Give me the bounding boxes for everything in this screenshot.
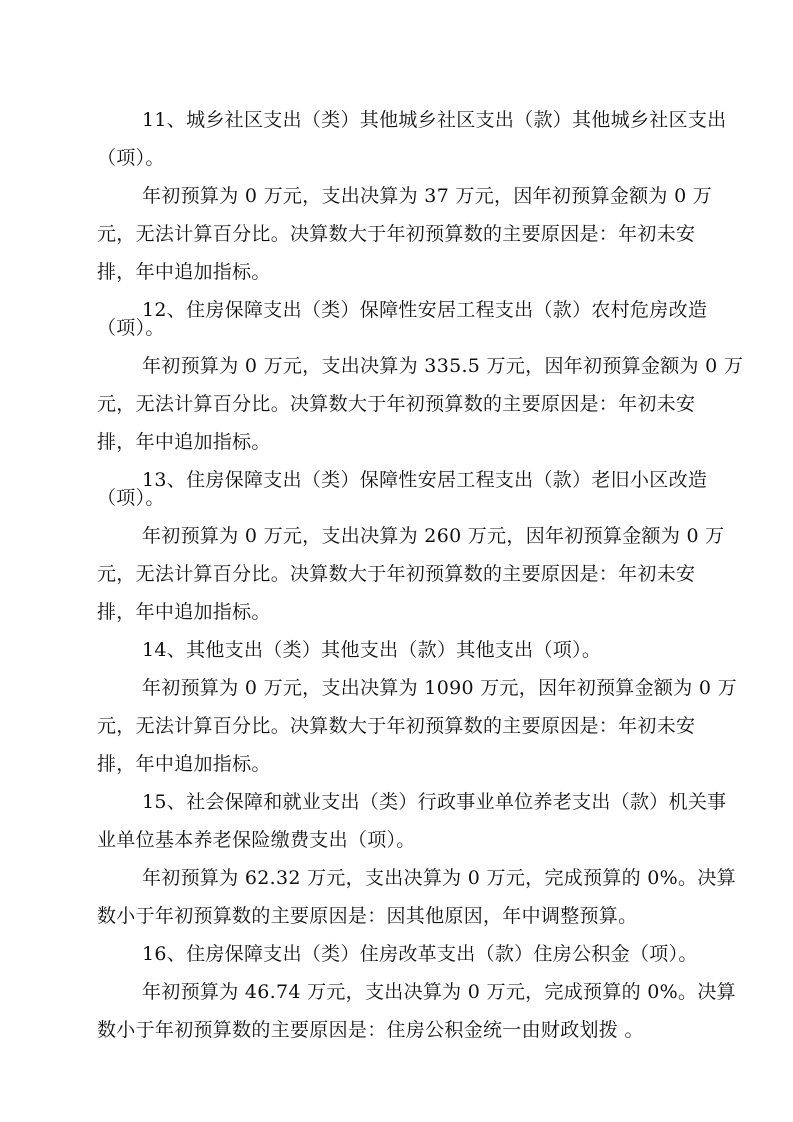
item-14-body-line-3: 排，年中追加指标。: [97, 753, 271, 775]
item-15-body-line-2: 数小于年初预算数的主要原因是：因其他原因，年中调整预算。: [97, 905, 638, 927]
item-11-heading-line-1: 11、城乡社区支出（类）其他城乡社区支出（款）其他城乡社区支出: [142, 109, 727, 131]
item-14-body-line-1: 年初预算为 0 万元，支出决算为 1090 万元，因年初预算金额为 0 万: [142, 677, 737, 699]
item-14-heading-line-1: 14、其他支出（类）其他支出（款）其他支出（项）。: [142, 639, 602, 661]
item-11-body-line-2: 元，无法计算百分比。决算数大于年初预算数的主要原因是：年初未安: [97, 223, 696, 245]
item-11-body-line-3: 排，年中追加指标。: [97, 261, 271, 283]
item-14-body-line-2: 元，无法计算百分比。决算数大于年初预算数的主要原因是：年初未安: [97, 715, 696, 737]
item-15-heading-line-1: 15、社会保障和就业支出（类）行政事业单位养老支出（款）机关事: [142, 791, 727, 813]
item-16-heading-line-1: 16、住房保障支出（类）住房改革支出（款）住房公积金（项）。: [142, 943, 698, 965]
item-13-heading-line-1: 13、住房保障支出（类）保障性安居工程支出（款）老旧小区改造: [142, 469, 708, 491]
item-12-body-line-1: 年初预算为 0 万元，支出决算为 335.5 万元，因年初预算金额为 0 万: [142, 355, 744, 377]
item-12-heading-line-1: 12、住房保障支出（类）保障性安居工程支出（款）农村危房改造: [142, 299, 708, 321]
item-13-body-line-1: 年初预算为 0 万元，支出决算为 260 万元，因年初预算金额为 0 万: [142, 525, 725, 547]
item-13-body-line-2: 元，无法计算百分比。决算数大于年初预算数的主要原因是：年初未安: [97, 563, 696, 585]
item-15-body-line-1: 年初预算为 62.32 万元，支出决算为 0 万元，完成预算的 0%。决算: [142, 867, 736, 889]
item-11-body-line-1: 年初预算为 0 万元，支出决算为 37 万元，因年初预算金额为 0 万: [142, 185, 713, 207]
item-11-heading-line-2: （项）。: [97, 147, 165, 169]
item-16-body-line-1: 年初预算为 46.74 万元，支出决算为 0 万元，完成预算的 0%。决算: [142, 981, 736, 1003]
item-13-heading-line-2: （项）。: [97, 487, 165, 509]
item-12-body-line-2: 元，无法计算百分比。决算数大于年初预算数的主要原因是：年初未安: [97, 393, 696, 415]
item-12-heading-line-2: （项）。: [97, 317, 165, 339]
item-16-body-line-2: 数小于年初预算数的主要原因是：住房公积金统一由财政划拨 。: [97, 1019, 644, 1041]
item-15-heading-line-2: 业单位基本养老保险缴费支出（项）。: [97, 829, 416, 851]
item-13-body-line-3: 排，年中追加指标。: [97, 601, 271, 623]
item-12-body-line-3: 排，年中追加指标。: [97, 431, 271, 453]
